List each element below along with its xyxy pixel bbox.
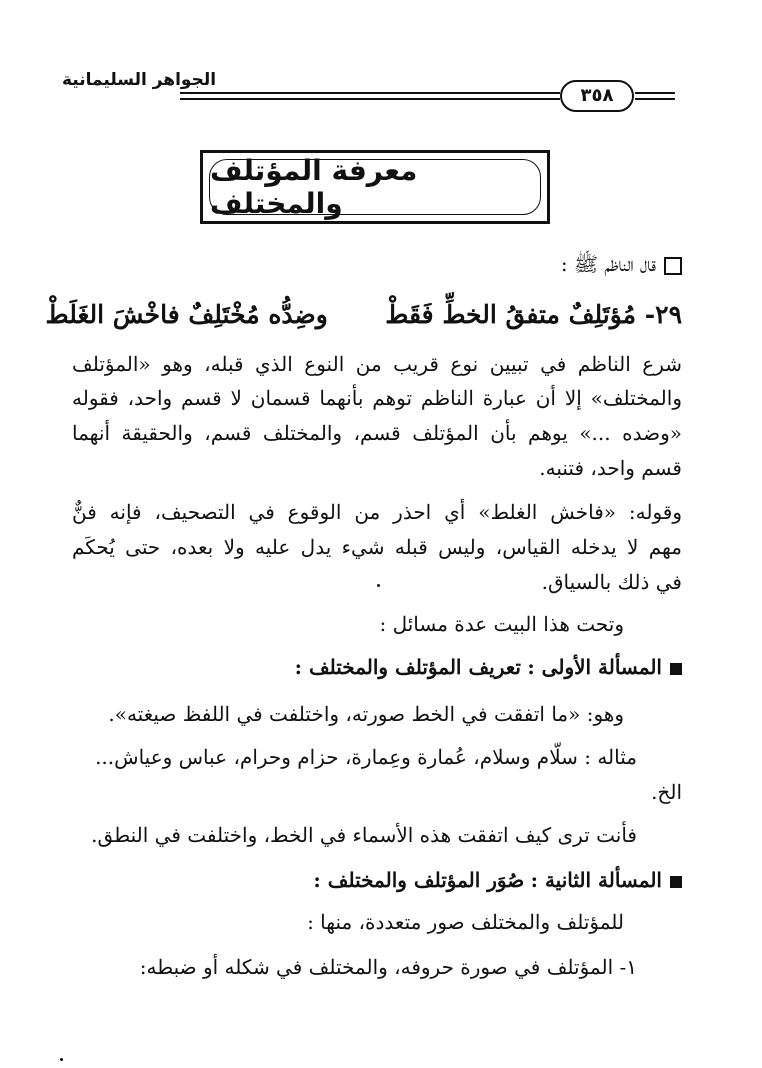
running-header-title: الجواهر السليمانية [62,70,217,90]
issue1-example: مثاله : سلّام وسلام، عُمارة وعِمارة، حزام وحرام، عباس وعياش... [95,745,637,769]
checkbox-icon [664,257,682,275]
stray-dot [377,584,380,587]
paragraph-line: وقوله: «فاخش الغلط» أي احذر من الوقوع في التصحيف، فإنه فنٌّ [72,500,682,524]
issue2-intro: للمؤتلف والمختلف صور متعددة، منها : [307,910,624,934]
intro-line: قال الناظم ﷺ : [561,252,682,281]
header-rule-right [635,92,675,100]
square-bullet-icon [670,876,682,888]
issue2-item1: ١- المؤتلف في صورة حروفه، والمختلف في شكله أو ضبطه: [139,955,637,979]
paragraph-line: «وضده ...» يوهم بأن المؤتلف قسم، والمختلف قسم، والحقيقة أنهما [72,421,682,445]
square-bullet-icon [670,663,682,675]
section-title: معرفة المؤتلف والمختلف [210,154,418,220]
page-number: ٣٥٨ [560,80,634,112]
paragraph-line: قسم واحد، فتنبه. [539,456,682,480]
section-title-frame [200,150,550,224]
issue1-definition: وهو: «ما اتفقت في الخط صورته، واختلفت في اللفظ صيغته». [108,702,624,726]
paragraph-line: والمختلف» إلا أن عبارة الناظم توهم بأنهما قسمان لا قسم واحد، فقوله [72,386,682,410]
issue1-heading: المسألة الأولى : تعريف المؤتلف والمختلف : [295,655,682,679]
issue1-example-cont: الخ. [651,780,682,804]
header-rule [180,92,560,100]
paragraph-line: مهم لا يدخله القياس، وليس قبله شيء يدل عليه ولا بعده، حتى يُحكَم [72,535,682,559]
verse-first-hemistich: مُؤتَلِفٌ متفقُ الخطِّ فَقَطْ [385,300,637,329]
verse-second-hemistich: وضِدُّه مُخْتَلِفٌ فاخْشَ الغَلَطْ [45,300,328,329]
paragraph-line: في ذلك بالسياق. [541,570,682,594]
verse-number: ٢٩- [644,300,682,329]
issues-intro: وتحت هذا البيت عدة مسائل : [379,612,624,636]
issue2-heading: المسألة الثانية : صُوَر المؤتلف والمختلف : [313,868,682,892]
stray-dot [60,1058,63,1061]
verse-line [45,300,682,329]
paragraph-line: شرع الناظم في تبيين نوع قريب من النوع الذي قبله، وهو «المؤتلف [72,352,682,376]
issue1-note: فأنت ترى كيف اتفقت هذه الأسماء في الخط، واختلفت في النطق. [91,823,637,847]
